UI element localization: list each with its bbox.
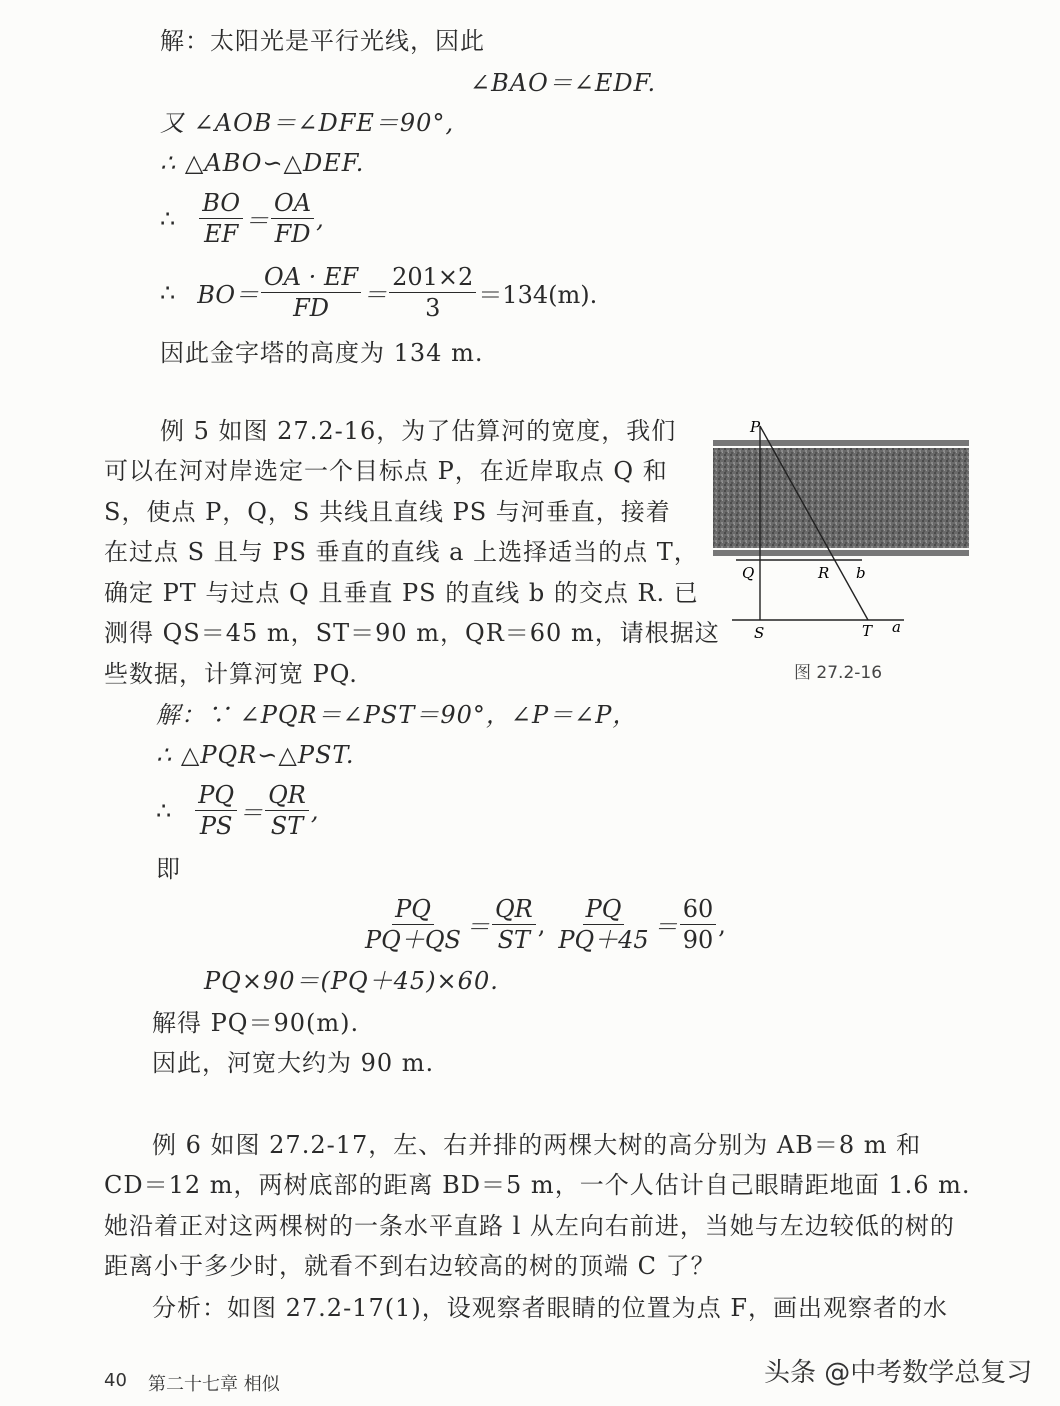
solution-line: 解：太阳光是平行光线，因此 <box>160 27 485 55</box>
label-T: T <box>862 622 873 640</box>
example5-line: 确定 PT 与过点 Q 且垂直 PS 的直线 b 的交点 R. 已 <box>104 579 699 607</box>
example5-line: 在过点 S 且与 PS 垂直的直线 a 上选择适当的点 T， <box>104 538 699 566</box>
label-Q: Q <box>742 564 755 582</box>
label-b: b <box>856 564 866 582</box>
example5-line: 例 5 如图 27.2-16，为了估算河的宽度，我们 <box>160 417 677 445</box>
example5-line: 测得 QS＝45 m，ST＝90 m，QR＝60 m，请根据这 <box>104 619 720 647</box>
example6-line: 她沿着正对这两棵树的一条水平直路 l 从左向右前进，当她与左边较低的树的 <box>104 1212 955 1240</box>
analysis-line: 分析：如图 27.2-17(1)，设观察者眼睛的位置为点 F，画出观察者的水 <box>152 1294 948 1322</box>
solution-line: ∴ △PQR∽△PST. <box>156 741 355 769</box>
river <box>713 448 969 548</box>
river-diagram <box>700 412 980 672</box>
watermark: 头条 @中考数学总复习 <box>764 1358 1033 1388</box>
solution-line: PQ×90＝(PQ＋45)×60. <box>204 967 499 995</box>
example5-line: 些数据，计算河宽 PQ. <box>104 660 358 688</box>
label-S: S <box>754 624 765 642</box>
fraction-equation: ∴ $\frac{PQ}{PS}$ ＝ $\frac{QR}{ST}$ , <box>156 781 319 840</box>
equation-line: ∴ △ABO∽△DEF. <box>160 149 365 177</box>
page-number: 40 <box>104 1370 127 1391</box>
label-P: P <box>750 418 761 436</box>
example6-line: CD＝12 m，两树底部的距离 BD＝5 m，一个人估计自己眼睛距地面 1.6 m. <box>104 1171 971 1199</box>
conclusion-line: 因此，河宽大约为 90 m. <box>152 1049 435 1077</box>
river-bank-far <box>713 440 969 446</box>
fraction-equation: $\frac{PQ}{PQ+QS}$ ＝ $\frac{QR}{ST}$ , $\frac{PQ}{PQ+45}$ ＝ $\frac{60}{90}$ , <box>365 895 726 954</box>
example5-line: 可以在河对岸选定一个目标点 P，在近岸取点 Q 和 <box>104 457 668 485</box>
example6-line: 例 6 如图 27.2-17，左、右并排的两棵大树的高分别为 AB＝8 m 和 <box>152 1131 922 1159</box>
solution-line: 解得 PQ＝90(m). <box>152 1009 360 1037</box>
solution-line: 即 <box>156 855 181 883</box>
chapter-title: 第二十七章 相似 <box>148 1374 280 1395</box>
example6-line: 距离小于多少时，就看不到右边较高的树的顶端 C 了？ <box>104 1252 716 1280</box>
equation-line: ∠BAO＝∠EDF. <box>470 69 657 97</box>
river-bank-near <box>713 550 969 556</box>
figure-caption: 图 27.2-16 <box>794 663 883 683</box>
fraction-equation: ∴ $\frac{BO}{EF}$ ＝ $\frac{OA}{FD}$ , <box>160 189 324 248</box>
label-R: R <box>818 564 830 582</box>
conclusion-line: 因此金字塔的高度为 134 m. <box>160 339 484 367</box>
label-a: a <box>892 618 901 636</box>
fraction-equation: ∴ BO＝ $\frac{OA \cdot EF}{FD}$ ＝ $\frac{201\times 2}{3}$ ＝134(m). <box>160 263 598 322</box>
equation-line: 又 ∠AOB＝∠DFE＝90°, <box>160 109 455 137</box>
solution-line: 解：∵ ∠PQR＝∠PST＝90°，∠P＝∠P， <box>156 701 638 729</box>
example5-line: S，使点 P，Q，S 共线且直线 PS 与河垂直，接着 <box>104 498 671 526</box>
